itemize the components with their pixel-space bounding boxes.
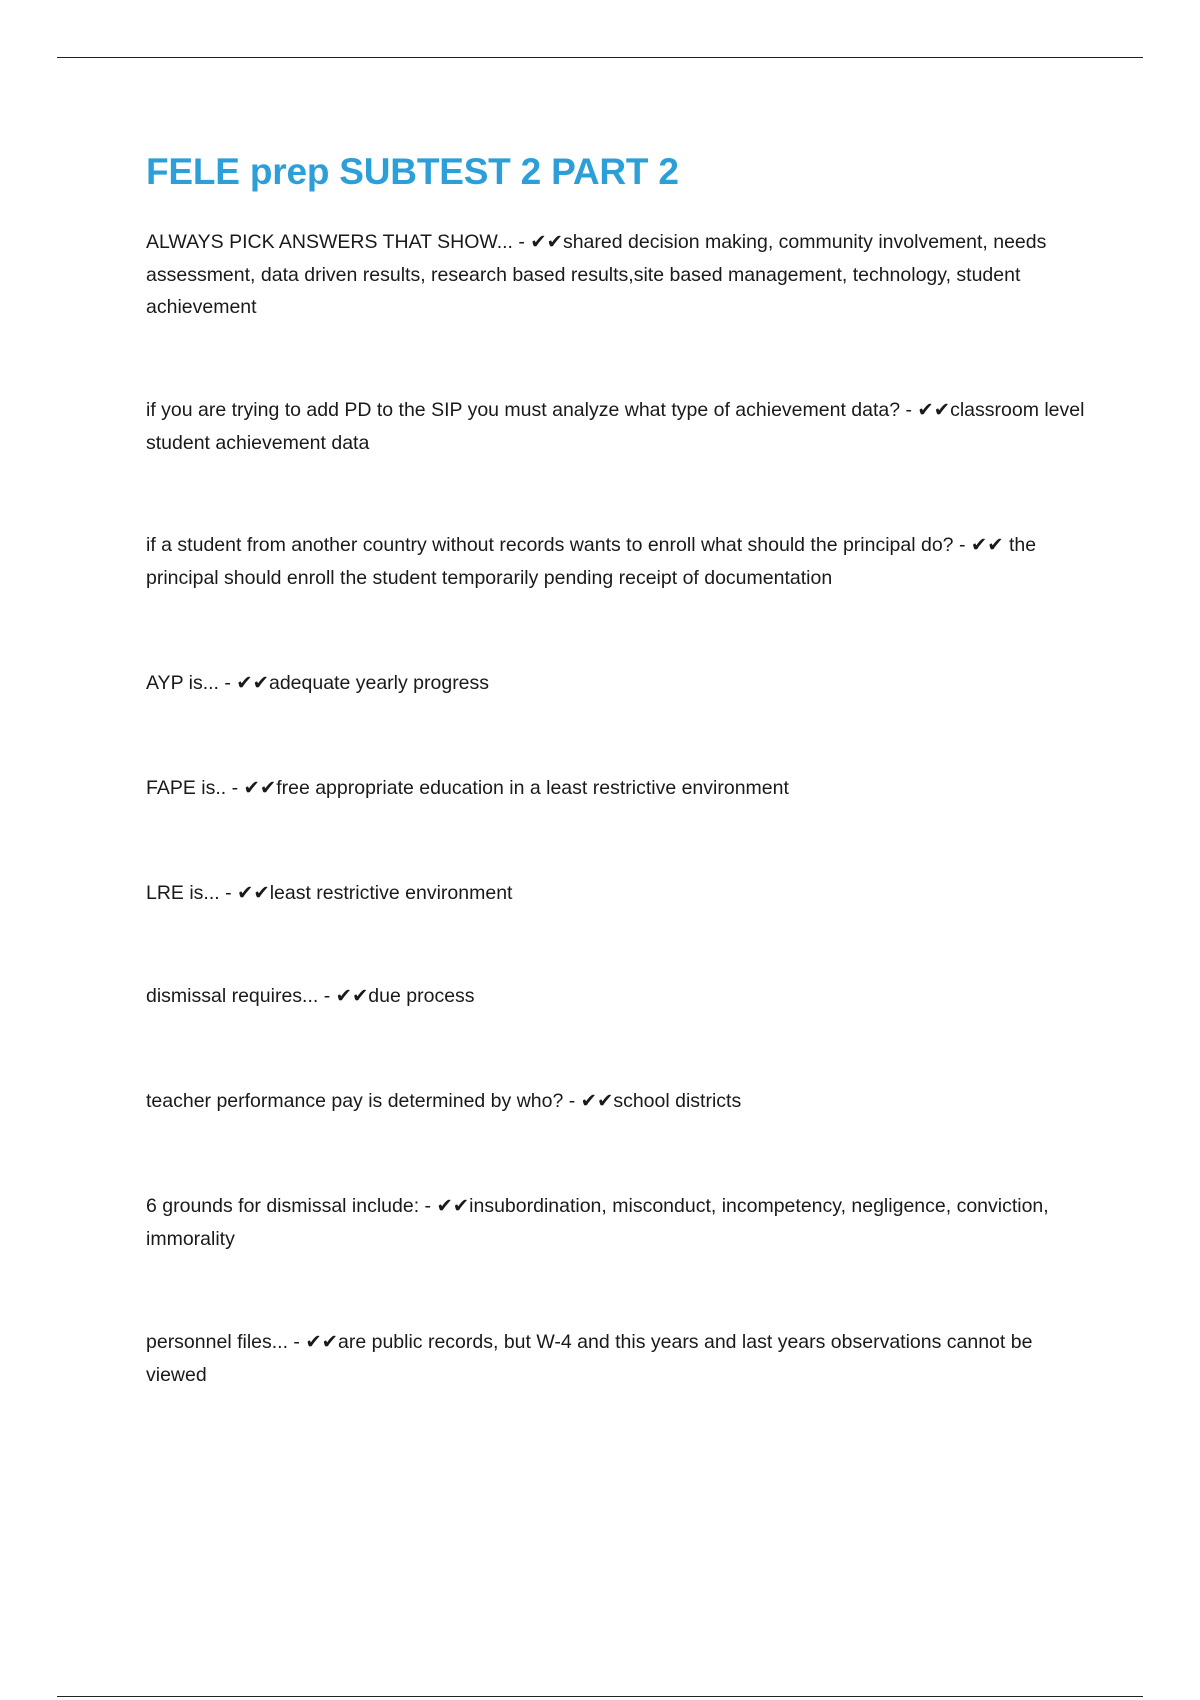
qa-item: AYP is... - ✔✔adequate yearly progress	[146, 672, 490, 694]
qa-item: if a student from another country without records wants to enroll what should the principal do? - ✔✔ the principal should enroll the student temporarily pending receipt of documentation	[146, 534, 1037, 589]
qa-item: teacher performance pay is determined by who? - ✔✔school districts	[146, 1090, 742, 1112]
document-body	[146, 148, 1086, 1386]
qa-item: 6 grounds for dismissal include: - ✔✔insubordination, misconduct, incompetency, negligence, conviction, immorality	[146, 1195, 1049, 1250]
footer-rule	[57, 1696, 1143, 1697]
qa-item: dismissal requires... - ✔✔due process	[146, 985, 475, 1007]
qa-item: personnel files... - ✔✔are public records, but W-4 and this years and last years observations cannot be viewed	[146, 1331, 1033, 1386]
header-rule	[57, 57, 1143, 58]
qa-item: if you are trying to add PD to the SIP you must analyze what type of achievement data? - ✔✔classroom level student achievement data	[146, 399, 1085, 454]
qa-item: LRE is... - ✔✔least restrictive environment	[146, 882, 513, 904]
qa-item: ALWAYS PICK ANSWERS THAT SHOW... - ✔✔shared decision making, community involvement, needs assessment, data driven results, research based results,site based management, technology, student achievement	[146, 231, 1047, 318]
document-title: FELE prep SUBTEST 2 PART 2	[146, 151, 679, 192]
qa-item: FAPE is.. - ✔✔free appropriate education in a least restrictive environment	[146, 777, 789, 799]
